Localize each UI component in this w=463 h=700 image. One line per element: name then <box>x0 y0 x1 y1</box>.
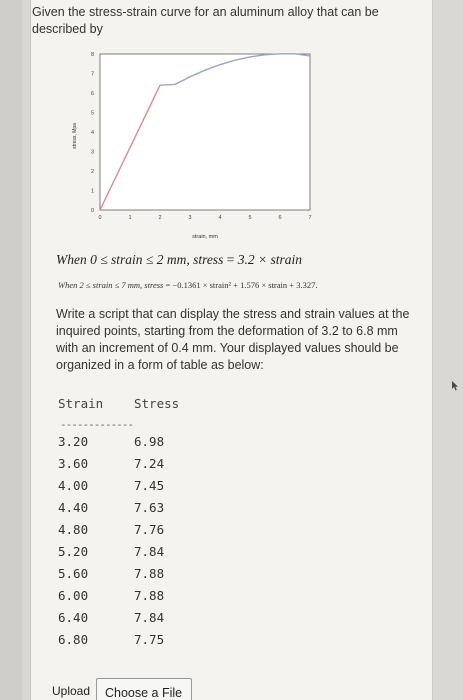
formula-piece-1 <box>56 252 436 268</box>
strain-cell: 6.40 <box>58 610 89 625</box>
x-tick-label: 5 <box>248 215 252 221</box>
strain-cell: 5.20 <box>58 544 89 559</box>
instructions-text: Write a script that can display the stress and strain values at the inquired points, starting from the deformation of 3.2 to 6.8 mm with an increment of 0.4 mm. Your displayed values should be organized in a form of table as below: <box>56 307 410 372</box>
mouse-cursor-icon <box>452 381 460 391</box>
choose-file-button[interactable]: Choose a File <box>96 678 192 700</box>
stress-cell: 7.45 <box>134 478 165 493</box>
y-tick-label: 7 <box>90 71 94 78</box>
strain-cell: 4.40 <box>58 500 89 515</box>
strain-cell: 5.60 <box>58 566 89 581</box>
formula2-rhs: −0.1361 × strain² + 1.576 × strain + 3.327. <box>172 280 318 290</box>
stress-cell: 7.75 <box>134 632 165 647</box>
plot-frame <box>100 54 310 210</box>
table-header-stress: Stress <box>134 396 180 411</box>
stress-cell: 6.98 <box>134 434 165 449</box>
table-row <box>58 500 258 522</box>
strain-cell: 6.00 <box>58 588 89 603</box>
y-tick-label: 1 <box>90 188 94 195</box>
chart-svg <box>62 46 322 246</box>
strain-cell: 4.00 <box>58 478 89 493</box>
y-tick-label: 3 <box>90 149 94 156</box>
table-row <box>58 588 258 610</box>
strain-cell: 3.60 <box>58 456 89 471</box>
stress-cell: 7.84 <box>134 544 165 559</box>
stress-strain-chart <box>62 46 322 246</box>
table-header-strain: Strain <box>58 396 104 411</box>
x-tick-label: 4 <box>218 215 222 221</box>
x-tick-label: 1 <box>128 215 132 221</box>
y-tick-label: 4 <box>90 130 94 136</box>
x-axis-label: strain, mm <box>192 234 218 240</box>
x-tick-label: 0 <box>98 215 102 221</box>
strain-cell: 3.20 <box>58 434 89 449</box>
stress-cell: 7.88 <box>134 588 165 603</box>
table-row <box>58 522 258 544</box>
x-tick-label: 3 <box>188 215 192 221</box>
formula1-eq: = <box>223 252 238 267</box>
x-tick-label: 7 <box>308 215 312 221</box>
table-row <box>58 632 258 654</box>
table-row <box>58 544 258 566</box>
question-intro: Given the stress-strain curve for an aluminum alloy that can be described by <box>32 5 379 36</box>
y-tick-label: 2 <box>90 169 94 175</box>
table-row <box>58 566 258 588</box>
y-tick-label: 0 <box>90 208 94 214</box>
strain-cell: 4.80 <box>58 522 89 537</box>
x-tick-label: 2 <box>158 215 162 221</box>
formula2-eq: = <box>163 280 173 290</box>
upload-label: Upload <box>52 684 91 698</box>
formula-piece-2 <box>58 280 438 290</box>
stress-cell: 7.24 <box>134 456 165 471</box>
y-axis-label: stress, Mpa <box>72 123 78 149</box>
x-tick-label: 6 <box>278 215 282 221</box>
table-row <box>58 434 258 456</box>
table-row <box>58 478 258 500</box>
y-tick-label: 8 <box>90 52 94 58</box>
stress-cell: 7.76 <box>134 522 165 537</box>
table-row <box>58 456 258 478</box>
y-tick-label: 6 <box>90 91 94 97</box>
table-row <box>58 610 258 632</box>
y-tick-label: 5 <box>90 110 94 117</box>
strain-cell: 6.80 <box>58 632 89 647</box>
formula1-rhs: 3.2 × strain <box>237 252 302 267</box>
stress-cell: 7.63 <box>134 500 165 515</box>
formula2-prefix: When 2 ≤ strain ≤ 7 mm, stress <box>58 280 164 290</box>
table-divider: ------------- <box>60 418 134 431</box>
stress-cell: 7.88 <box>134 566 165 581</box>
formula1-prefix: When 0 ≤ strain ≤ 2 mm, stress <box>56 252 224 267</box>
stress-cell: 7.84 <box>134 610 165 625</box>
page-background <box>0 0 22 700</box>
